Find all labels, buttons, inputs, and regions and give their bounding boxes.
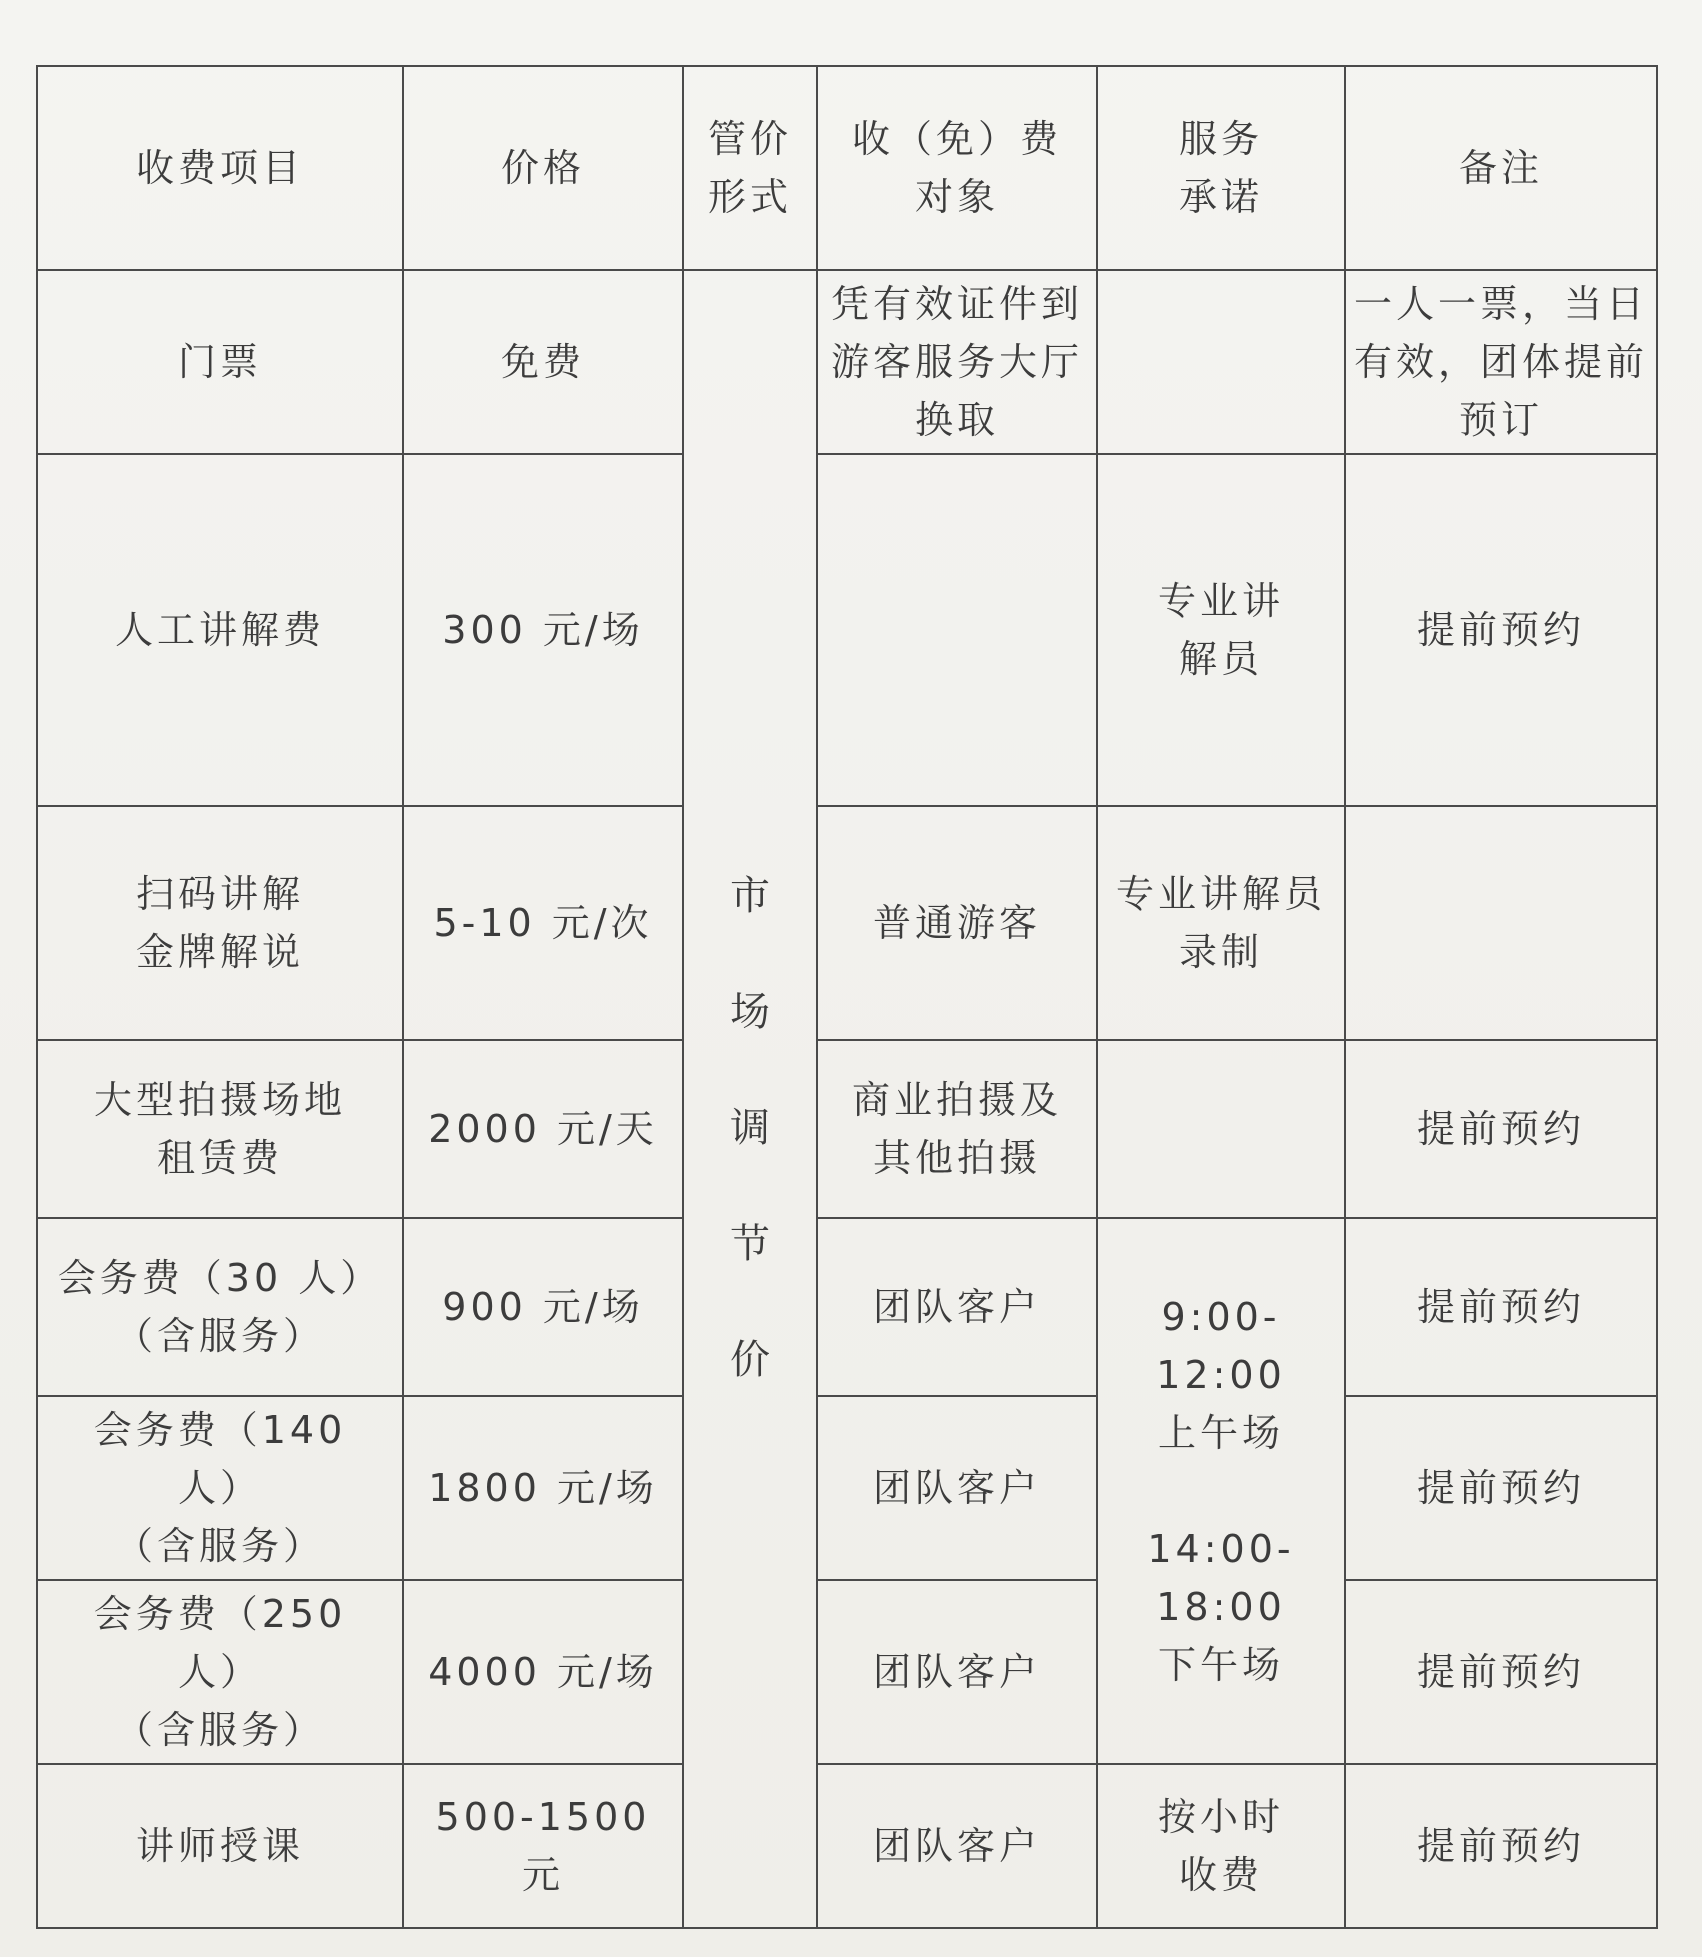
table-row: [37, 806, 1657, 1040]
fee-table: [36, 65, 1658, 1929]
table-row: [37, 270, 1657, 454]
cell-price: 5-10 元/次: [403, 806, 683, 1040]
header-target: 收（免）费 对象: [817, 66, 1097, 270]
header-price: 价格: [403, 66, 683, 270]
cell-price: 500-1500 元: [403, 1764, 683, 1928]
cell-item: 会务费（140 人） （含服务）: [37, 1396, 403, 1580]
cell-service: 专业讲 解员: [1097, 454, 1345, 806]
cell-note: 提前预约: [1345, 454, 1657, 806]
cell-item: 大型拍摄场地 租赁费: [37, 1040, 403, 1218]
cell-item: 人工讲解费: [37, 454, 403, 806]
cell-note: [1345, 806, 1657, 1040]
cell-item: 扫码讲解 金牌解说: [37, 806, 403, 1040]
cell-price: 免费: [403, 270, 683, 454]
cell-target: 团队客户: [817, 1580, 1097, 1764]
cell-target: 凭有效证件到 游客服务大厅 换取: [817, 270, 1097, 454]
cell-target: 团队客户: [817, 1218, 1097, 1396]
cell-service: 专业讲解员 录制: [1097, 806, 1345, 1040]
cell-item: 会务费（250 人） （含服务）: [37, 1580, 403, 1764]
cell-note: 提前预约: [1345, 1040, 1657, 1218]
cell-note: 一人一票，当日 有效，团体提前 预订: [1345, 270, 1657, 454]
cell-target: 团队客户: [817, 1764, 1097, 1928]
cell-note: 提前预约: [1345, 1764, 1657, 1928]
table-row: [37, 1396, 1657, 1580]
cell-target: [817, 454, 1097, 806]
cell-note: 提前预约: [1345, 1396, 1657, 1580]
cell-item: 讲师授课: [37, 1764, 403, 1928]
cell-service: 按小时 收费: [1097, 1764, 1345, 1928]
header-note: 备注: [1345, 66, 1657, 270]
cell-note: 提前预约: [1345, 1218, 1657, 1396]
table-header-row: [37, 66, 1657, 270]
cell-price: 2000 元/天: [403, 1040, 683, 1218]
table-row: [37, 1580, 1657, 1764]
cell-price: 900 元/场: [403, 1218, 683, 1396]
header-item: 收费项目: [37, 66, 403, 270]
cell-price: 1800 元/场: [403, 1396, 683, 1580]
header-pricing-form: 管价 形式: [683, 66, 817, 270]
cell-item: 会务费（30 人） （含服务）: [37, 1218, 403, 1396]
cell-price: 300 元/场: [403, 454, 683, 806]
cell-item: 门票: [37, 270, 403, 454]
cell-service-meeting-time: 9:00-12:00 上午场 14:00-18:00 下午场: [1097, 1218, 1345, 1764]
cell-target: 团队客户: [817, 1396, 1097, 1580]
table-row: [37, 1040, 1657, 1218]
cell-pricing-form: [683, 270, 817, 1928]
header-service: 服务 承诺: [1097, 66, 1345, 270]
cell-target: 普通游客: [817, 806, 1097, 1040]
cell-service: [1097, 1040, 1345, 1218]
cell-service: [1097, 270, 1345, 454]
table-row: [37, 1764, 1657, 1928]
table-row: [37, 1218, 1657, 1396]
cell-price: 4000 元/场: [403, 1580, 683, 1764]
cell-note: 提前预约: [1345, 1580, 1657, 1764]
pricing-form-text: 市 场 调 节 价: [730, 873, 770, 1383]
cell-target: 商业拍摄及 其他拍摄: [817, 1040, 1097, 1218]
table-row: [37, 454, 1657, 806]
